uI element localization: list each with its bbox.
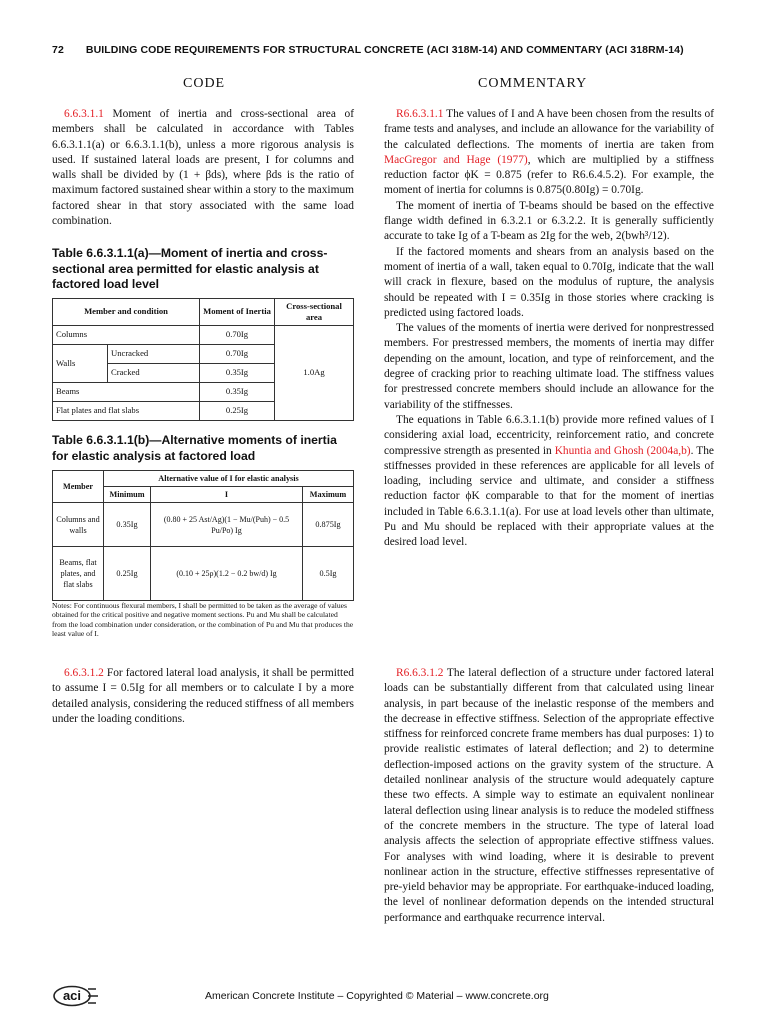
code-column-heading: CODE — [183, 76, 226, 91]
table-cell: 0.70Ig — [200, 344, 275, 363]
table-cell: 0.875Ig — [303, 503, 354, 547]
table-cell: 0.35Ig — [200, 363, 275, 382]
table-cell: 0.70Ig — [200, 325, 275, 344]
table-row — [53, 503, 354, 547]
table-a — [52, 298, 354, 421]
paragraph-text: , which are multiplied by a stiffness reduction factor ϕK = 0.875 (refer to R6.6.4.5.2). For example, the moment of inertia for columns is 0.875(0.80Ig) = 0.70Ig. — [384, 153, 714, 197]
section-text: For factored lateral load analysis, it shall be permitted to assume I = 0.5Ig for all members or to calculate I by a more detailed analysis, considering the reduced stiffness of all members under the loading conditions. — [52, 667, 354, 725]
section-number: 6.6.3.1.2 — [64, 667, 104, 679]
table-cell: Beams, flat plates, and flat slabs — [53, 547, 104, 601]
table-cell: 0.25Ig — [200, 401, 275, 420]
table-b-notes: Notes: For continuous flexural members, I shall be permitted to be taken as the average of values obtained for the critical positive and negative moment sections. Pu and Mu shall be calculated from the load combination under consideration, or the combination of Pu and Mu that produces the least value of I. — [52, 601, 354, 639]
paragraph-text: The values of I and A have been chosen from the results of frame tests and analyses, and include an allowance for the variability of the calculated deflections. The moments of inertia are taken from — [384, 108, 714, 151]
table-cell: Cracked — [108, 363, 200, 382]
table-row — [53, 325, 354, 344]
table-a-header: Member and condition — [53, 298, 200, 325]
section-number: R6.6.3.1.2 — [396, 667, 444, 679]
table-cell: Flat plates and flat slabs — [53, 401, 200, 420]
table-a-caption: Table 6.6.3.1.1(a)—Moment of inertia and cross-sectional area permitted for elastic analysis at factored load level — [52, 246, 328, 291]
table-cell: Columns and walls — [53, 503, 104, 547]
table-b-block — [52, 433, 354, 639]
table-cell: Beams — [53, 382, 200, 401]
table-cell: 0.35Ig — [104, 503, 151, 547]
section-number: 6.6.3.1.1 — [64, 108, 104, 120]
paragraph-text: The equations in Table 6.6.3.1.1(b) provide more refined values of I considering axial load, eccentricity, reinforcement ratio, and concrete compressive strength as presented in — [384, 413, 714, 457]
running-header — [52, 44, 732, 56]
table-a-block — [52, 246, 354, 421]
table-b-header: Minimum — [104, 487, 151, 503]
table-b-header: I — [151, 487, 303, 503]
table-cell-formula: (0.10 + 25ρ)(1.2 − 0.2 bw/d) Ig — [151, 547, 303, 601]
section-text: Moment of inertia and cross-sectional area of members shall be calculated in accordance with Tables 6.6.3.1.1(a) or 6.6.3.1.1(b), unless a more rigorous analysis is used. If sustained lateral loads are present, I for columns and walls shall be divided by (1 + βds), where βds is the ratio of maximum factored sustained shear within a story to the maximum factored shear in that story associated with the same load combination. — [52, 108, 354, 228]
section-text: The lateral deflection of a structure under factored lateral loads can be substantially different from that calculated using linear analysis, in part because of the inelastic response of the members and the decrease in effective stiffness. Selection of the appropriate effective stiffness for reinforced concrete frame members has dual purposes: 1) to provide realistic estimates of lateral deflection; and 2) to determine deflection-imposed actions on the gravity system of the structure. A detailed nonlinear analysis of the structure would adequately capture these two effects. A simple way to estimate an equivalent nonlinear lateral deflection using linear analysis is to reduce the modeled stiffness of the concrete members in the structure. The type of lateral load analysis affects the selection of appropriate effective stiffness values. For analyses with wind loading, where it is desirable to prevent nonlinear action in the structure, effective stiffnesses representative of pre-yield behavior may be appropriate. For earthquake-induced loading, the level of nonlinear deformation depends on the intended structural performance and earthquake recurrence interval. — [384, 667, 715, 924]
table-cell-area: 1.0Ag — [275, 325, 354, 420]
table-cell-formula: (0.80 + 25 Ast/Ag)(1 − Mu/(Puh) − 0.5 Pu/Po) Ig — [151, 503, 303, 547]
reference-link[interactable]: MacGregor and Hage (1977) — [384, 153, 528, 166]
table-a-header: Cross-sectional area — [275, 298, 354, 325]
commentary-r6-6-3-1-2 — [384, 666, 714, 926]
table-cell: 0.35Ig — [200, 382, 275, 401]
table-b-header: Maximum — [303, 487, 354, 503]
table-cell: 0.5Ig — [303, 547, 354, 601]
paragraph: The values of the moments of inertia were derived for nonprestressed members. For prestressed members, the moments of inertia may differ depending on the amount, location, and type of reinforcement, and the degree of cracking prior to reaching ultimate load. The stiffness values for prestressed concrete members should include an allowance for the variability of the stiffnesses. — [384, 322, 714, 411]
page-number: 72 — [52, 44, 64, 56]
commentary-column-heading: COMMENTARY — [478, 76, 588, 91]
commentary-r6-6-3-1-1 — [384, 107, 714, 551]
paragraph: If the factored moments and shears from an analysis based on the moment of inertia of a wall, taken equal to 0.70Ig, indicate that the wall will crack in flexure, based on the modulus of rupture, the analysis should be repeated with I = 0.35Ig in those stories where cracking is predicted using factored loads. — [384, 245, 714, 319]
table-cell: 0.25Ig — [104, 547, 151, 601]
footer-text: American Concrete Institute – Copyrighted © Material – www.concrete.org — [205, 990, 549, 1002]
table-cell: Uncracked — [108, 344, 200, 363]
code-section-6-6-3-1-2 — [52, 666, 354, 727]
paragraph: The moment of inertia of T-beams should be based on the effective flange width defined in 6.3.2.1 or 6.3.2.2. It is generally sufficiently accurate to take Ig of a T-beam as 2Ig for the web, 2(bwh³/12). — [384, 199, 714, 243]
table-cell: Walls — [53, 344, 108, 382]
table-b-group-header: Alternative value of I for elastic analysis — [104, 471, 354, 487]
table-row — [53, 547, 354, 601]
section-number: R6.6.3.1.1 — [396, 108, 444, 120]
table-cell: Columns — [53, 325, 200, 344]
paragraph-text: . The stiffnesses provided in these references are applicable for all levels of loading, including service and ultimate, and consider a stiffness reduction factor ϕK comparable to that for the moment of inertias included in Table 6.6.3.1.1(a). For use at load levels other than ultimate, Pu and Mu should be replaced with their appropriate values at the desired load level. — [384, 444, 714, 549]
reference-link[interactable]: Khuntia and Ghosh (2004a,b) — [554, 444, 691, 457]
logo-text: aci — [62, 988, 82, 1003]
aci-logo — [52, 985, 100, 1007]
table-b — [52, 470, 354, 601]
table-b-header: Member — [53, 471, 104, 503]
code-section-6-6-3-1-1 — [52, 107, 354, 229]
running-title: BUILDING CODE REQUIREMENTS FOR STRUCTURAL CONCRETE (ACI 318M-14) AND COMMENTARY (ACI 318RM-14) — [85, 44, 684, 56]
table-b-caption: Table 6.6.3.1.1(b)—Alternative moments of inertia for elastic analysis at factored load — [52, 433, 337, 463]
table-a-header: Moment of Inertia — [200, 298, 275, 325]
